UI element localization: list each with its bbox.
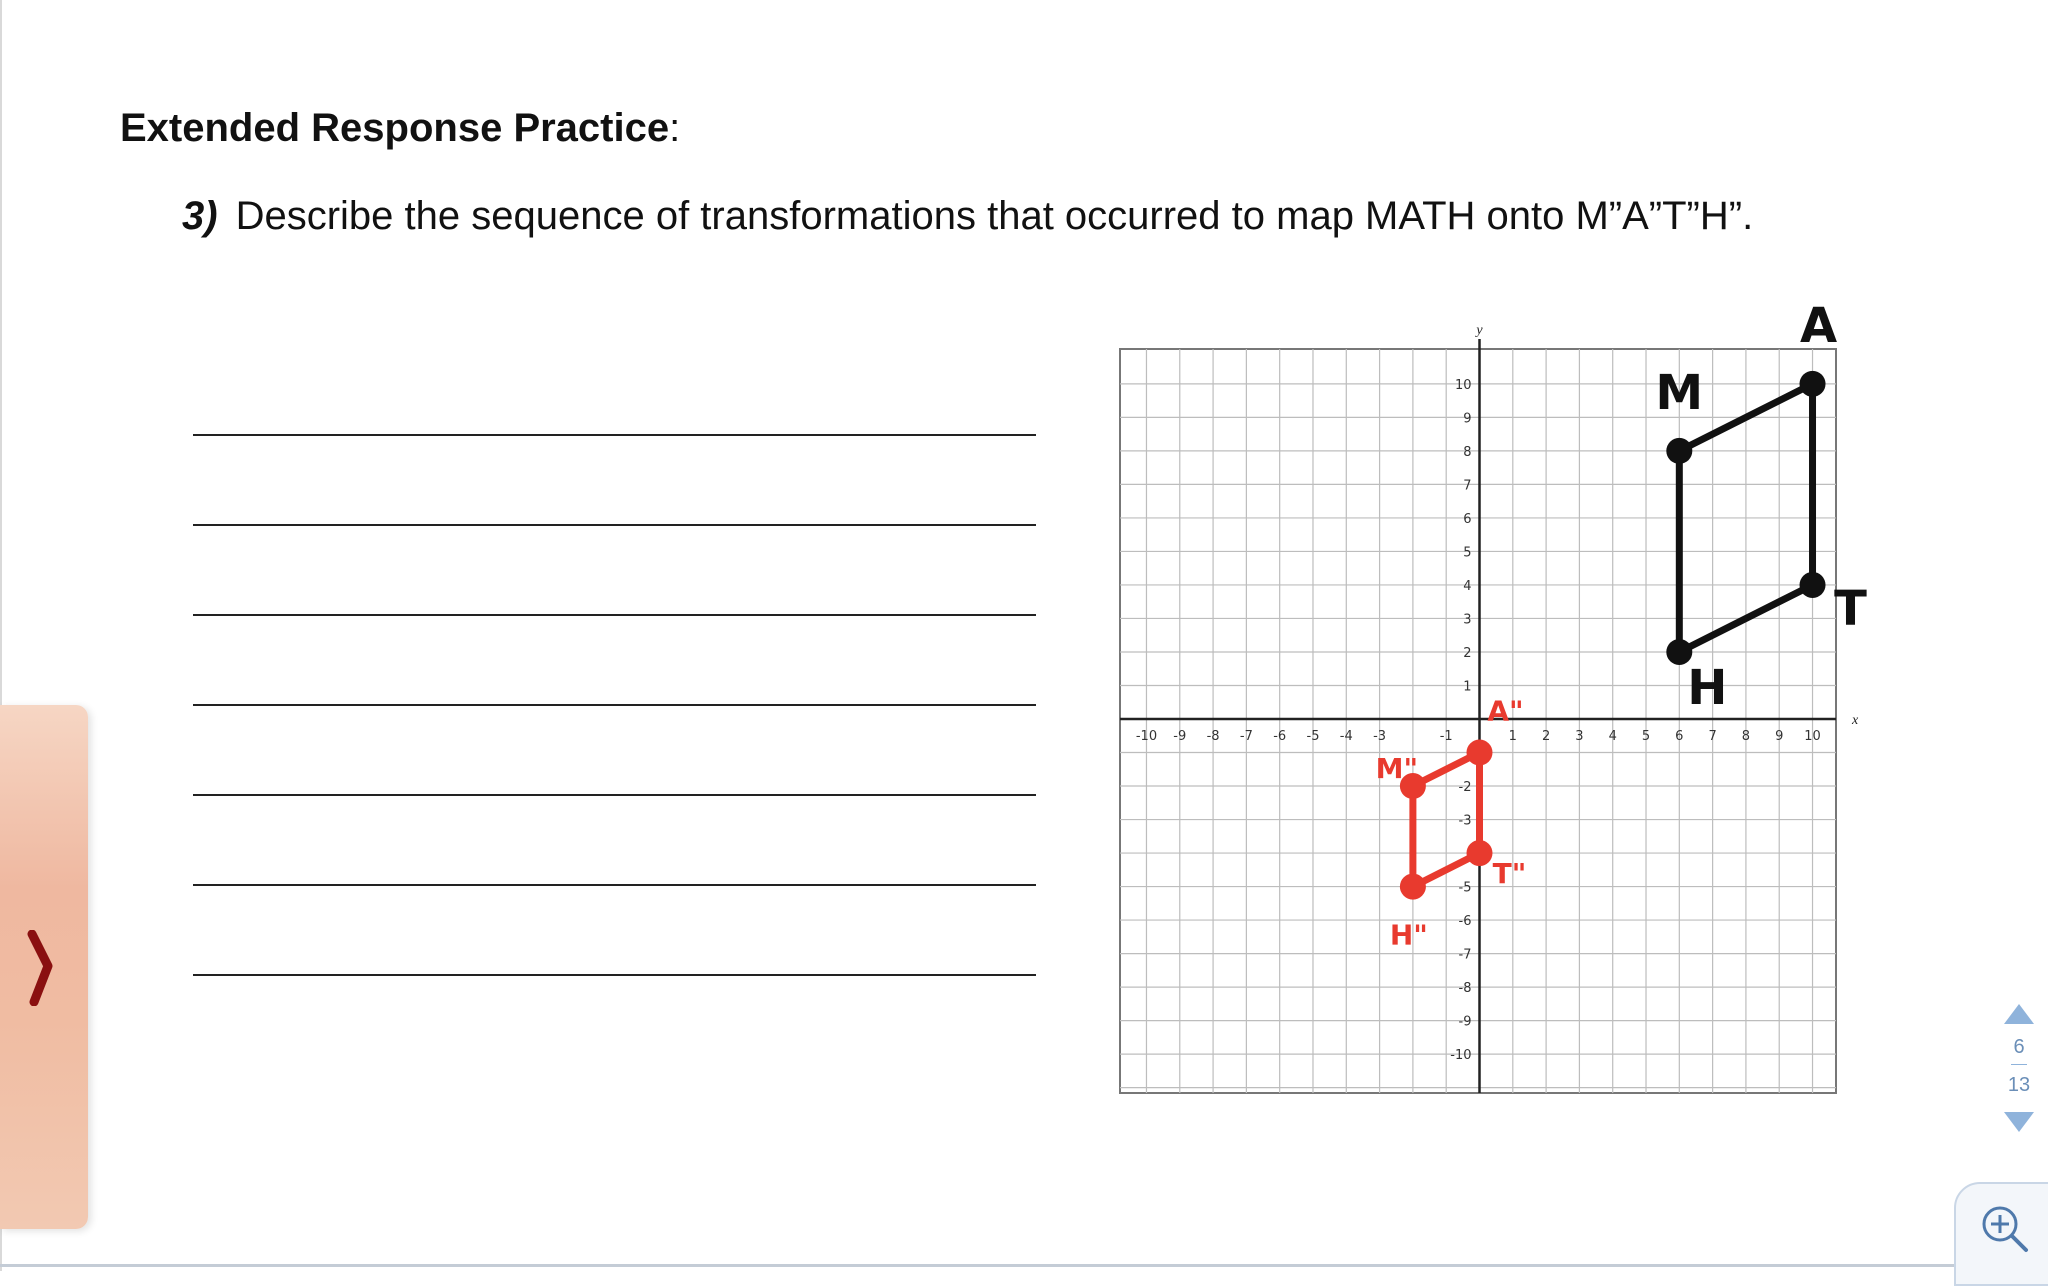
x-tick-label: 6 bbox=[1675, 729, 1684, 744]
x-tick-label: -9 bbox=[1173, 729, 1187, 744]
section-heading: Extended Response Practice: bbox=[120, 106, 681, 150]
x-tick-label: -10 bbox=[1135, 729, 1158, 744]
answer-line[interactable] bbox=[193, 434, 1036, 436]
question-text: Describe the sequence of transformations that occurred to map MATH onto M”A”T”H”. bbox=[235, 194, 1754, 238]
page-up-icon[interactable] bbox=[2004, 1004, 2034, 1024]
x-tick-label: 10 bbox=[1804, 729, 1821, 744]
image-label-h: H" bbox=[1389, 918, 1428, 952]
x-tick-label: -7 bbox=[1239, 729, 1253, 744]
x-tick-label: -4 bbox=[1339, 729, 1353, 744]
x-tick-label: -3 bbox=[1373, 729, 1387, 744]
image-vertex-a bbox=[1467, 740, 1493, 766]
current-page: 6 bbox=[2013, 1036, 2025, 1058]
x-tick-label: 5 bbox=[1641, 729, 1651, 744]
y-tick-label: 5 bbox=[1463, 545, 1472, 561]
zoom-button[interactable] bbox=[1954, 1182, 2048, 1286]
y-tick-label: -7 bbox=[1458, 947, 1472, 963]
y-tick-label: 10 bbox=[1454, 377, 1472, 393]
y-tick-label: 9 bbox=[1463, 411, 1472, 427]
answer-line[interactable] bbox=[193, 704, 1036, 706]
y-tick-label: -5 bbox=[1458, 880, 1472, 896]
x-tick-label: 4 bbox=[1608, 729, 1617, 744]
mathematical-original-label-a: A bbox=[1799, 297, 1838, 354]
image-vertex-h bbox=[1400, 874, 1426, 900]
answer-line[interactable] bbox=[193, 974, 1036, 976]
x-tick-label: 7 bbox=[1708, 729, 1717, 744]
page-separator bbox=[2011, 1064, 2027, 1065]
x-tick-label: 1 bbox=[1508, 729, 1517, 744]
x-tick-label: -6 bbox=[1273, 729, 1287, 744]
mathematical-original-label-m: M bbox=[1655, 364, 1704, 421]
coordinate-grid bbox=[1115, 290, 1875, 1110]
y-tick-label: -6 bbox=[1458, 914, 1472, 930]
zoom-in-icon bbox=[1978, 1202, 2030, 1254]
question-number: 3) bbox=[182, 194, 218, 238]
y-tick-label: -2 bbox=[1458, 780, 1472, 796]
y-tick-label: -3 bbox=[1458, 813, 1472, 829]
y-tick-label: -8 bbox=[1458, 981, 1472, 997]
x-tick-label: -5 bbox=[1306, 729, 1320, 744]
answer-line[interactable] bbox=[193, 614, 1036, 616]
bottom-divider bbox=[0, 1264, 2048, 1267]
y-tick-label: 2 bbox=[1463, 645, 1472, 661]
mathematical-original-vertex-a bbox=[1800, 371, 1826, 397]
y-tick-label: 6 bbox=[1463, 511, 1472, 527]
mathematical-original-vertex-m bbox=[1666, 438, 1692, 464]
mathematical-original-vertex-t bbox=[1800, 572, 1826, 598]
y-tick-label: -10 bbox=[1450, 1048, 1472, 1064]
x-tick-label: 2 bbox=[1541, 729, 1551, 744]
mathematical-original-label-t: T bbox=[1834, 580, 1867, 637]
x-tick-label: 8 bbox=[1741, 729, 1751, 744]
y-tick-label: 4 bbox=[1463, 578, 1472, 594]
y-tick-label: 3 bbox=[1463, 612, 1472, 628]
grid-frame bbox=[1120, 349, 1836, 1093]
page-down-icon[interactable] bbox=[2004, 1112, 2034, 1132]
image-vertex-t bbox=[1467, 840, 1493, 866]
y-axis-label: y bbox=[1476, 323, 1483, 338]
y-tick-label: -9 bbox=[1458, 1014, 1472, 1030]
question-prompt bbox=[182, 194, 1753, 239]
image-label-m: M" bbox=[1375, 752, 1419, 786]
page-navigator bbox=[2004, 1000, 2038, 1140]
answer-line[interactable] bbox=[193, 884, 1036, 886]
y-tick-label: 1 bbox=[1463, 679, 1472, 695]
total-pages: 13 bbox=[2007, 1074, 2031, 1096]
x-tick-label: 3 bbox=[1575, 729, 1584, 744]
x-tick-label: 9 bbox=[1775, 729, 1784, 744]
answer-line[interactable] bbox=[193, 524, 1036, 526]
x-tick-label: -8 bbox=[1206, 729, 1220, 744]
chevron-right-icon[interactable] bbox=[26, 930, 56, 1006]
y-tick-label: 7 bbox=[1463, 478, 1472, 494]
image-label-t: T" bbox=[1492, 857, 1527, 891]
y-tick-label: 8 bbox=[1463, 444, 1472, 460]
answer-line[interactable] bbox=[193, 794, 1036, 796]
x-axis-label: x bbox=[1852, 713, 1859, 728]
image-label-a: A" bbox=[1487, 694, 1524, 728]
mathematical-original-label-h: H bbox=[1687, 659, 1728, 716]
x-tick-label: -1 bbox=[1439, 729, 1453, 744]
